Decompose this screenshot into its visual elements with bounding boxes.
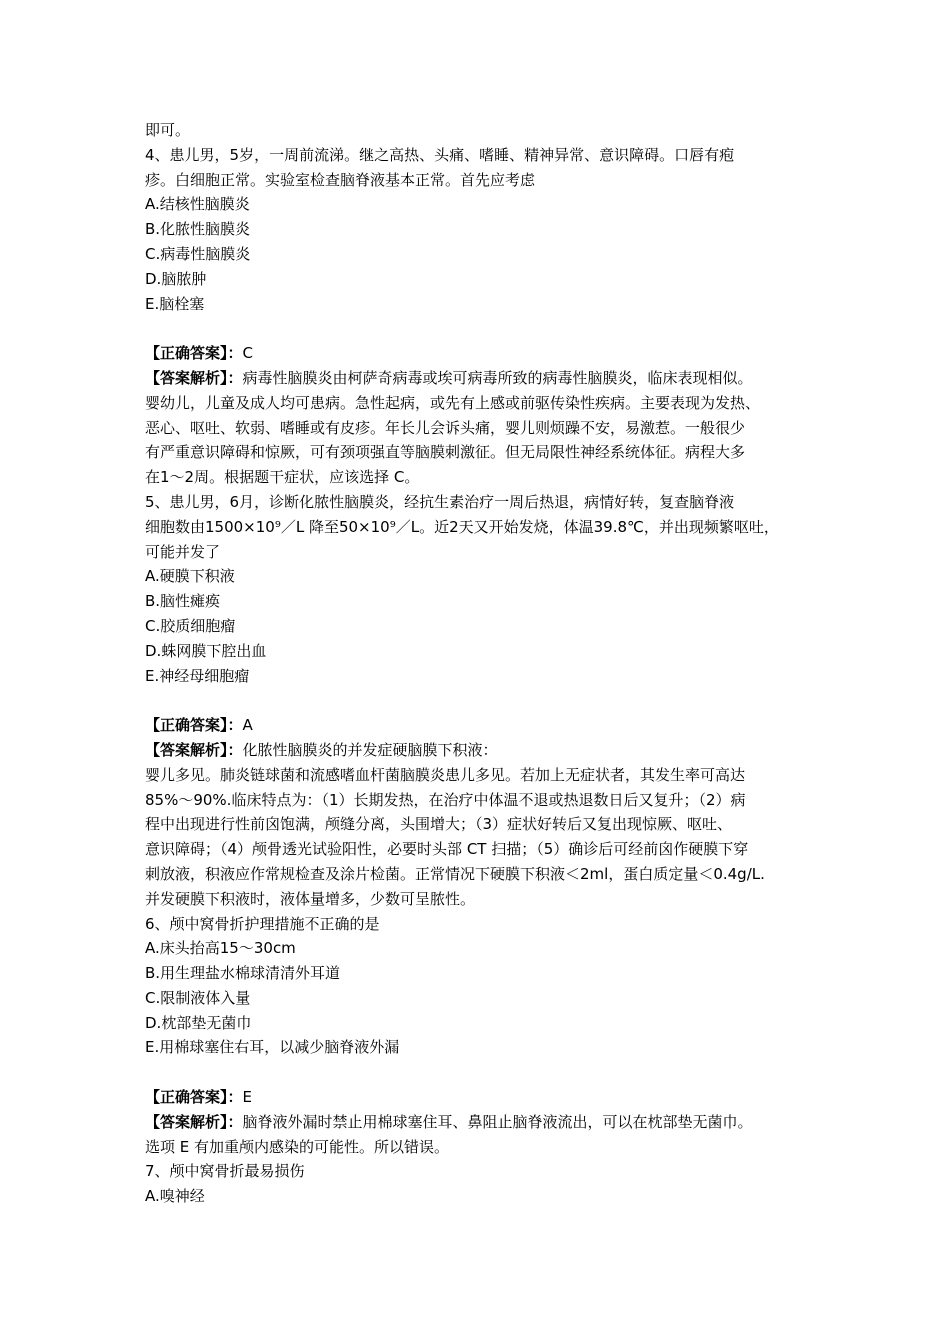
answer-label: 【正确答案】： [145,344,243,363]
text-line: D.脑脓肿 [145,269,207,288]
answer-label: 【答案解析】： [145,1112,243,1131]
answer-text: 病毒性脑膜炎由柯萨奇病毒或埃可病毒所致的病毒性脑膜炎，临床表现相似。 [242,368,753,387]
text-line: C.限制液体入量 [145,988,251,1007]
text-line: B.脑性瘫痪 [145,592,221,611]
text-line: 可能并发了 [145,542,221,561]
text-line: 细胞数由1500×10⁹／L 降至50×10⁹／L。近2天又开始发烧，体温39.8℃，并出现频繁呕吐， [145,517,779,536]
answer-line [145,341,813,366]
answer-text: C [242,344,253,363]
text-line: C.胶质细胞瘤 [145,616,236,635]
answer-text: 化脓性脑膜炎的并发症硬脑膜下积液： [242,740,498,759]
answer-line [145,1085,813,1110]
document-page [145,118,813,1209]
text-line: 程中出现进行性前囟饱满，颅缝分离，头围增大；（3）症状好转后又复出现惊厥、呕吐、 [145,815,733,834]
text-line: 婴幼儿，儿童及成人均可患病。急性起病，或先有上感或前驱传染性疾病。主要表现为发热、 [145,393,761,412]
text-line: 刺放液，积液应作常规检查及涂片检菌。正常情况下硬膜下积液＜2ml，蛋白质定量＜0.4g/L. [145,864,765,883]
text-line: 7、颅中窝骨折最易损伤 [145,1162,305,1181]
paragraph-gap [145,1060,813,1085]
answer-label: 【答案解析】： [145,740,243,759]
text-line: 意识障碍；（4）颅骨透光试验阳性，必要时头部 CT 扫描；（5）确诊后可经前囟作硬膜下穿 [145,840,749,859]
text-line: 在1～2周。根据题干症状，应该选择 C。 [145,468,420,487]
answer-line [145,738,813,763]
text-line: 疹。白细胞正常。实验室检查脑脊液基本正常。首先应考虑 [145,170,536,189]
text-line: A.床头抬高15～30cm [145,939,296,958]
text-line: 婴儿多见。肺炎链球菌和流感嗜血杆菌脑膜炎患儿多见。若加上无症状者，其发生率可高达 [145,765,746,784]
text-line: 5、患儿男，6月，诊断化脓性脑膜炎，经抗生素治疗一周后热退，病情好转，复查脑脊液 [145,492,735,511]
text-line: E.脑栓塞 [145,294,205,313]
answer-line [145,1110,813,1135]
answer-text: 脑脊液外漏时禁止用棉球塞住耳、鼻阻止脑脊液流出，可以在枕部垫无菌巾。 [242,1112,753,1131]
answer-text: E [242,1088,252,1107]
answer-label: 【正确答案】： [145,1088,243,1107]
text-line: A.硬膜下积液 [145,567,235,586]
text-line: B.用生理盐水棉球清清外耳道 [145,964,341,983]
text-line: 选项 E 有加重颅内感染的可能性。所以错误。 [145,1137,450,1156]
text-line: A.结核性脑膜炎 [145,195,250,214]
text-line: E.神经母细胞瘤 [145,666,250,685]
answer-label: 【正确答案】： [145,716,243,735]
text-line: C.病毒性脑膜炎 [145,244,251,263]
text-line: E.用棉球塞住右耳，以减少脑脊液外漏 [145,1038,400,1057]
answer-text: A [242,716,253,735]
text-line: D.蛛网膜下腔出血 [145,641,267,660]
answer-line [145,713,813,738]
text-line: 恶心、呕吐、软弱、嗜睡或有皮疹。年长儿会诉头痛，婴儿则烦躁不安，易激惹。一般很少 [145,418,746,437]
text-line: 4、患儿男，5岁，一周前流涕。继之高热、头痛、嗜睡、精神异常、意识障碍。口唇有疱 [145,145,735,164]
text-line: 有严重意识障碍和惊厥，可有颈项强直等脑膜刺激征。但无局限性神经系统体征。病程大多 [145,443,746,462]
text-line: D.枕部垫无菌巾 [145,1013,252,1032]
text-line: 并发硬膜下积液时，液体量增多，少数可呈脓性。 [145,889,476,908]
answer-label: 【答案解析】： [145,368,243,387]
text-line: 85%～90%.临床特点为：（1）长期发热，在治疗中体温不退或热退数日后又复升；（2）病 [145,790,746,809]
text-line: 6、颅中窝骨折护理措施不正确的是 [145,914,380,933]
paragraph-gap [145,688,813,713]
answer-line [145,366,813,391]
text-line: A.嗅神经 [145,1187,205,1206]
text-line: B.化脓性脑膜炎 [145,220,251,239]
paragraph-gap [145,316,813,341]
text-line: 即可。 [145,121,191,139]
